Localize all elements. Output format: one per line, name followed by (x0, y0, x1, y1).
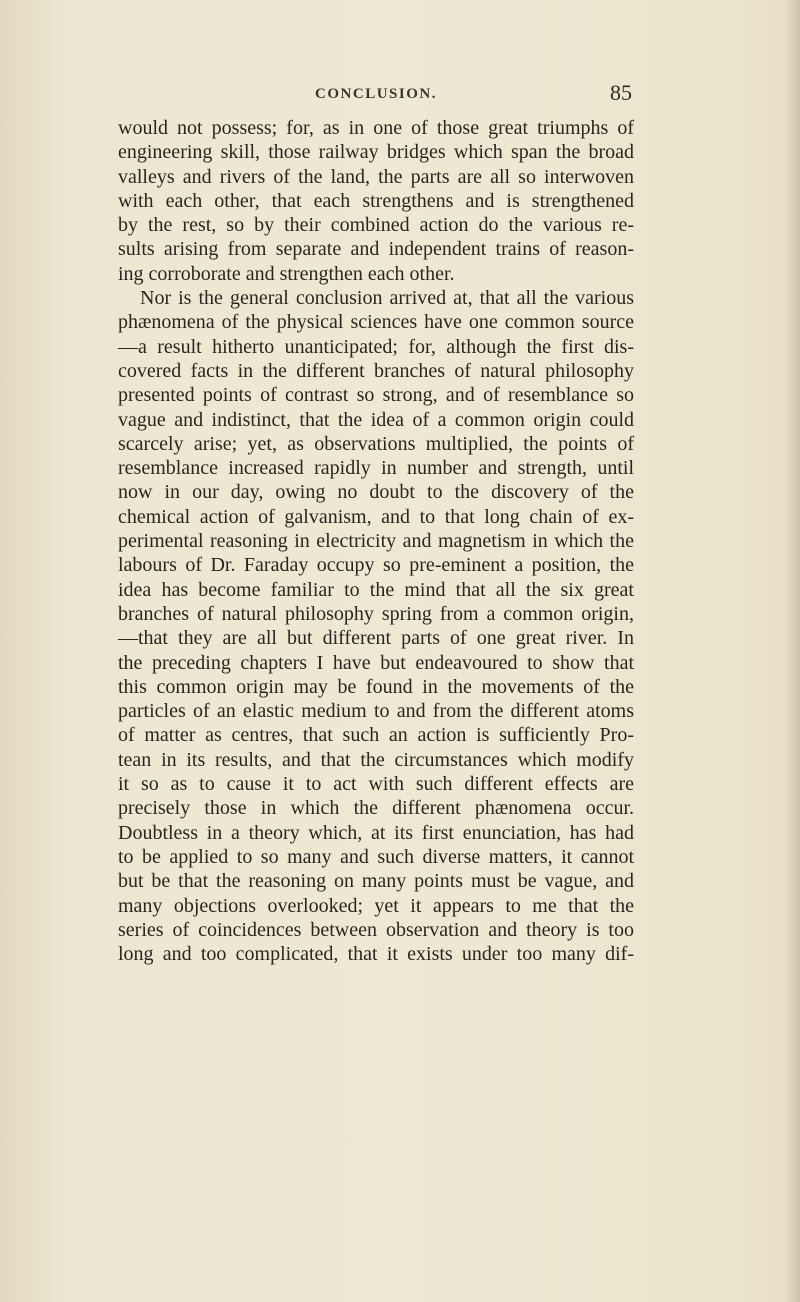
text-line: precisely those in which the different phænomena occur. (118, 797, 634, 820)
text-line: many objections overlooked; yet it appears to me that the (118, 894, 634, 917)
text-line: vague and indistinct, that the idea of a common origin could (118, 408, 634, 431)
text-line: would not possess; for, as in one of those great triumphs of (118, 117, 634, 139)
text-line: covered facts in the different branches of natural philosophy (118, 359, 634, 382)
text-line: valleys and rivers of the land, the parts are all so interwoven (118, 165, 634, 188)
text-line: to be applied to so many and such diverse matters, it cannot (118, 845, 634, 868)
text-line: but be that the reasoning on many points must be vague, and (118, 870, 634, 893)
text-line: chemical action of galvanism, and to that long chain of ex- (118, 505, 634, 528)
page-number: 85 (610, 80, 632, 105)
body-text (118, 116, 634, 966)
text-line: phænomena of the physical sciences have one common source (118, 311, 634, 334)
text-line: labours of Dr. Faraday occupy so pre-eminent a position, the (118, 554, 634, 577)
text-line: presented points of contrast so strong, and of resemblance so (118, 384, 634, 407)
running-header (120, 80, 632, 110)
text-line: with each other, that each strengthens and is strengthened (118, 189, 634, 212)
text-line: tean in its results, and that the circumstances which modify (118, 748, 634, 771)
running-title: CONCLUSION. (315, 86, 437, 102)
text-line: ing corroborate and strengthen each other. (118, 262, 455, 285)
text-line: idea has become familiar to the mind that all the six great (118, 578, 634, 601)
page-edge-shadow (786, 0, 800, 1302)
text-line: sults arising from separate and independent trains of reason- (118, 238, 634, 261)
text-line: Nor is the general conclusion arrived at, that all the various (140, 287, 634, 310)
text-line: branches of natural philosophy spring from a common origin, (118, 602, 634, 625)
text-line: of matter as centres, that such an action is sufficiently Pro- (118, 724, 634, 747)
text-line: this common origin may be found in the movements of the (118, 675, 634, 698)
text-line: now in our day, owing no doubt to the discovery of the (118, 481, 634, 504)
text-line: long and too complicated, that it exists under too many dif- (118, 943, 634, 966)
text-line: —that they are all but different parts of one great river. In (118, 627, 634, 650)
text-line: scarcely arise; yet, as observations multiplied, the points of (118, 432, 634, 455)
text-line: particles of an elastic medium to and from the different atoms (118, 700, 634, 723)
text-line: perimental reasoning in electricity and magnetism in which the (118, 530, 634, 553)
text-line: engineering skill, those railway bridges which span the broad (118, 141, 634, 164)
text-line: series of coincidences between observation and theory is too (118, 918, 634, 941)
text-line: resemblance increased rapidly in number and strength, until (118, 457, 634, 480)
text-line: by the rest, so by their combined action do the various re- (118, 214, 634, 237)
text-line: it so as to cause it to act with such different effects are (118, 773, 634, 796)
text-line: Doubtless in a theory which, at its first enunciation, has had (118, 821, 634, 844)
text-line: the preceding chapters I have but endeavoured to show that (118, 651, 634, 674)
text-line: —a result hitherto unanticipated; for, although the first dis- (118, 335, 634, 358)
